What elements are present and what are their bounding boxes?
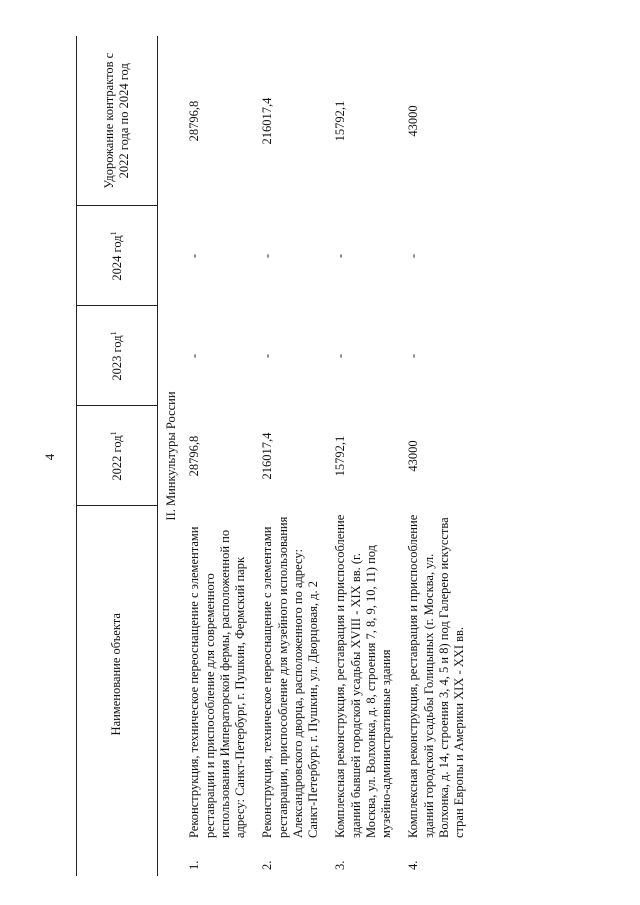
value-cost-increase: 216017,4 bbox=[260, 97, 275, 145]
value-2022: 43000 bbox=[406, 440, 421, 472]
value-2024: - bbox=[260, 253, 275, 259]
header-2023-label: 2023 год bbox=[109, 335, 124, 381]
footnote-mark: 1 bbox=[108, 231, 118, 236]
row-number: 1. bbox=[187, 860, 202, 870]
table-row bbox=[183, 36, 256, 876]
row-number: 3. bbox=[333, 860, 348, 870]
value-2024: - bbox=[187, 253, 202, 259]
object-name: Реконструкция, техническое переоснащение с элементами реставрации и приспособление для современного использования Императорской фермы, расположенной по адресу: Санкт-Петербург, г. Пушкин, Фермский парк bbox=[187, 526, 247, 838]
header-object-name: Наименование объекта bbox=[77, 506, 158, 842]
table-row bbox=[402, 36, 475, 876]
section-title: II. Минкультуры России bbox=[164, 391, 178, 521]
object-name: Реконструкция, техническое переоснащение с элементами реставрации, приспособление для музейного использования Александровского дворца, расположенного по адресу: Санкт-Петербург, г. Пушкин, ул. Дворцовая, д. 2 bbox=[260, 516, 320, 838]
table-row bbox=[329, 36, 402, 876]
value-2022: 28796,8 bbox=[187, 435, 202, 477]
row-number: 4. bbox=[406, 860, 421, 870]
header-2023 bbox=[77, 306, 158, 406]
table-header-row bbox=[77, 36, 158, 876]
footnote-mark: 1 bbox=[108, 331, 118, 336]
header-cost-increase: Удорожание контрактов с 2022 года по 2024 год bbox=[77, 36, 158, 206]
section-row bbox=[158, 36, 184, 876]
page-number: 4 bbox=[42, 453, 57, 461]
header-2024-label: 2024 год bbox=[109, 235, 124, 281]
header-2022-label: 2022 год bbox=[109, 435, 124, 481]
value-2023: - bbox=[333, 353, 348, 359]
footnote-mark: 1 bbox=[108, 431, 118, 436]
table-row bbox=[256, 36, 329, 876]
value-2023: - bbox=[187, 353, 202, 359]
value-cost-increase: 15792,1 bbox=[333, 100, 348, 142]
rotated-table-container bbox=[76, 36, 536, 876]
value-2022: 15792,1 bbox=[333, 435, 348, 477]
header-2022 bbox=[77, 406, 158, 506]
value-cost-increase: 28796,8 bbox=[187, 100, 202, 142]
value-cost-increase: 43000 bbox=[406, 105, 421, 137]
object-name: Комплексная реконструкция, реставрация и приспособление зданий городской усадьбы Голицыных (г. Москва, ул. Волхонка, д. 14, строения 3, 4, 5 и 8) под Галерею искусства стран Европы и Америки XIX - XXI вв. bbox=[406, 514, 466, 838]
value-2022: 216017,4 bbox=[260, 432, 275, 480]
value-2024: - bbox=[333, 253, 348, 259]
object-name: Комплексная реконструкция, реставрация и приспособление зданий бывшей городской усадьбы XVIII - XIX вв. (г. Москва, ул. Волхонка, д. 8, строения 7, 8, 9, 10, 11) под музейно-административные здания bbox=[333, 514, 393, 838]
contracts-table bbox=[76, 36, 475, 876]
row-number: 2. bbox=[260, 860, 275, 870]
value-2023: - bbox=[406, 353, 421, 359]
value-2024: - bbox=[406, 253, 421, 259]
header-2024 bbox=[77, 206, 158, 306]
value-2023: - bbox=[260, 353, 275, 359]
header-number bbox=[77, 842, 158, 876]
